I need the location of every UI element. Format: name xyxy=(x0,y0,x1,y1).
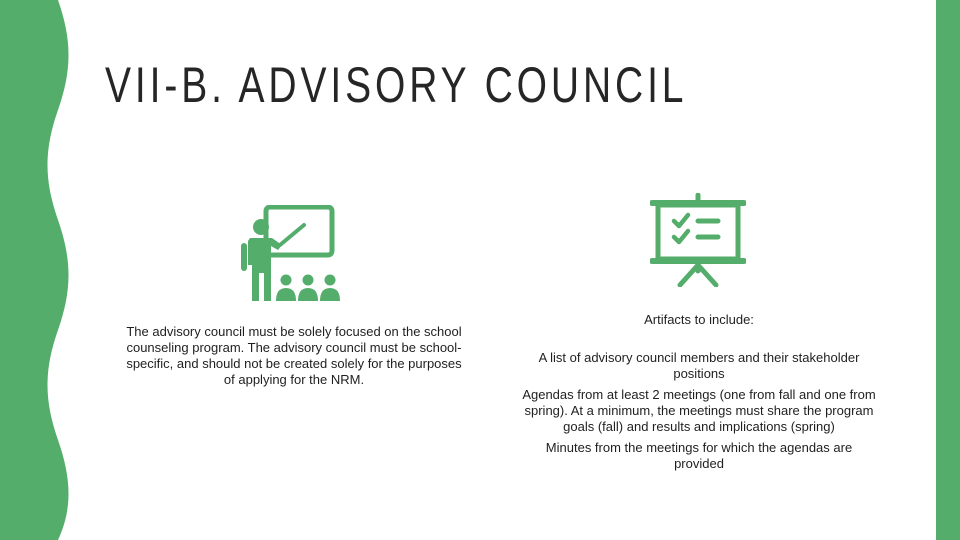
artifacts-section xyxy=(520,312,878,477)
teacher-presentation-icon xyxy=(238,205,348,303)
left-wave-decoration xyxy=(0,0,75,540)
right-accent-bar xyxy=(936,0,960,540)
artifact-item: A list of advisory council members and their stakeholder positions xyxy=(538,350,860,381)
slide-title: VII-B. ADVISORY COUNCIL xyxy=(105,57,688,113)
artifact-item: Agendas from at least 2 meetings (one from fall and one from spring). At a minimum, the meetings must share the program goals (fall) and results and implications (spring) xyxy=(522,387,876,434)
artifacts-heading: Artifacts to include: xyxy=(644,312,754,327)
checklist-board-icon xyxy=(650,193,746,287)
advisory-council-description: The advisory council must be solely focused on the school counseling program. The advisory council must be school-specific, and should not be created solely for the purposes of applying for the NRM. xyxy=(126,324,462,387)
artifact-item: Minutes from the meetings for which the agendas are provided xyxy=(545,440,853,471)
